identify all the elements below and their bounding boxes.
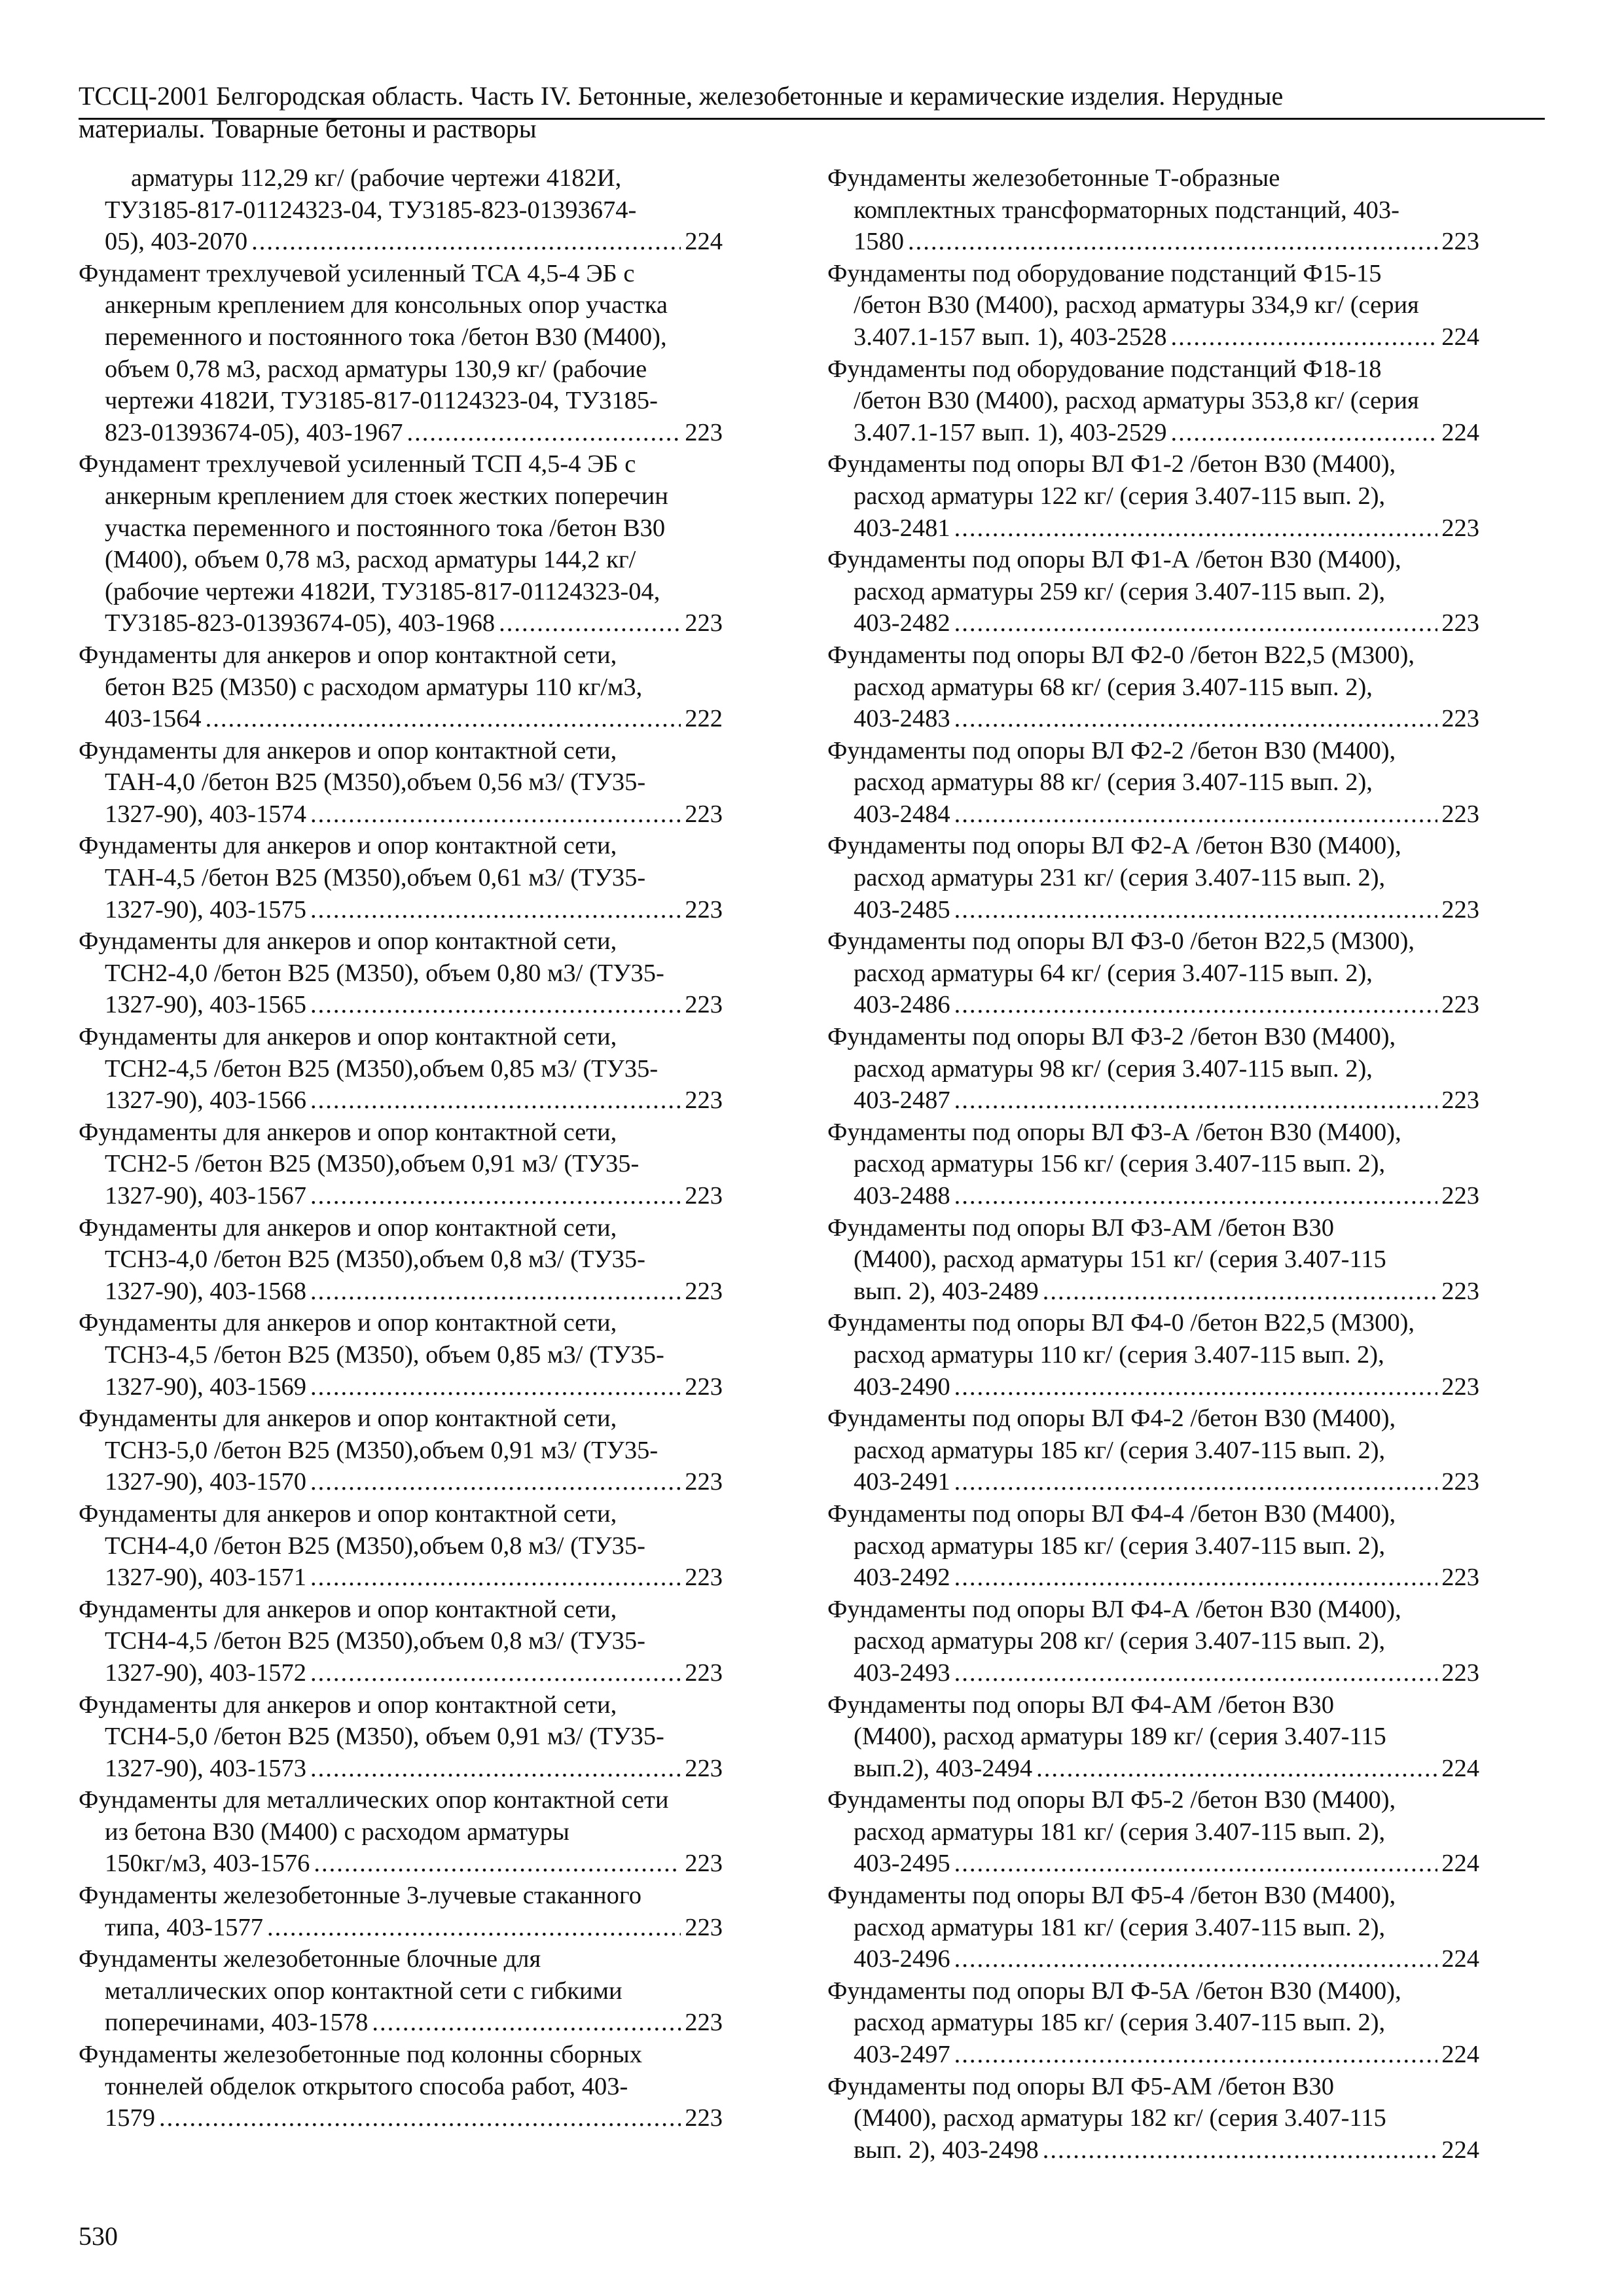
entry-text-line: ТСН4-4,0 /бетон В25 (М350),объем 0,8 м3/ (ТУ35- <box>105 1532 646 1560</box>
entry-text-line: /бетон В30 (М400), расход арматуры 334,9 кг/ (серия <box>854 291 1419 319</box>
dot-leader <box>310 1562 681 1594</box>
entry-text-line: Фундаменты под опоры ВЛ Ф4-2 /бетон В30 (М400), <box>827 1405 1396 1433</box>
dot-leader <box>310 1085 681 1117</box>
entry-code: 3.407.1-157 вып. 1), 403-2528 <box>854 323 1167 351</box>
index-entry <box>79 258 723 449</box>
entry-last-line <box>105 1085 723 1117</box>
entry-last-line <box>854 1180 1479 1212</box>
index-entry <box>827 1784 1479 1880</box>
entry-last-line <box>854 1276 1479 1308</box>
page-number: 530 <box>79 2221 118 2251</box>
entry-text-line: Фундаменты под опоры ВЛ Ф2-2 /бетон В30 (М400), <box>827 736 1396 764</box>
entry-last-line <box>854 2134 1479 2166</box>
entry-last-line <box>854 1848 1479 1880</box>
entry-text-line: Фундаменты под опоры ВЛ Ф3-2 /бетон В30 (М400), <box>827 1023 1396 1051</box>
entry-page-ref: 223 <box>685 1754 723 1782</box>
dot-leader <box>954 1371 1438 1403</box>
entry-page-ref: 223 <box>1441 1182 1479 1210</box>
dot-leader <box>954 989 1438 1021</box>
entry-page-ref: 224 <box>685 228 723 256</box>
index-entry <box>827 2071 1479 2166</box>
dot-leader <box>1036 1753 1437 1785</box>
entry-last-line <box>854 703 1479 735</box>
header-title-line-2: материалы. Товарные бетоны и растворы <box>79 114 537 143</box>
index-entry <box>827 544 1479 639</box>
entry-page-ref: 224 <box>1441 1850 1479 1878</box>
entry-text-line: (М400), объем 0,78 м3, расход арматуры 144,2 кг/ <box>105 546 636 574</box>
entry-code: 403-2481 <box>854 514 950 542</box>
entry-last-line <box>105 1276 723 1308</box>
entry-code: 3.407.1-157 вып. 1), 403-2529 <box>854 418 1167 446</box>
index-entry <box>79 925 723 1021</box>
entry-code: 1327-90), 403-1567 <box>105 1182 306 1210</box>
index-entry <box>79 1689 723 1785</box>
dot-leader <box>1043 2134 1437 2166</box>
entry-code: 1327-90), 403-1575 <box>105 895 306 924</box>
entry-text-line: арматуры 112,29 кг/ (рабочие чертежи 4182И, <box>131 164 622 192</box>
entry-last-line <box>105 703 723 735</box>
entry-last-line <box>854 1943 1479 1975</box>
index-entry <box>79 735 723 831</box>
entry-text-line: Фундаменты под опоры ВЛ Ф3-АМ /бетон В30 <box>827 1213 1335 1242</box>
dot-leader <box>954 1943 1438 1975</box>
entry-code: 403-2483 <box>854 705 950 733</box>
entry-text-line: Фундаменты для анкеров и опор контактной сети, <box>79 1309 617 1337</box>
entry-page-ref: 223 <box>685 1086 723 1115</box>
entry-last-line <box>854 989 1479 1021</box>
dot-leader <box>310 1276 681 1308</box>
index-entry <box>79 1212 723 1308</box>
entry-code: 403-2495 <box>854 1850 950 1878</box>
entry-text-line: расход арматуры 185 кг/ (серия 3.407-115 вып. 2), <box>854 1532 1386 1560</box>
entry-page-ref: 223 <box>685 1564 723 1592</box>
entry-code: вып.2), 403-2494 <box>854 1754 1033 1782</box>
index-entry <box>827 1594 1479 1689</box>
dot-leader <box>954 1180 1438 1212</box>
entry-code: 403-2484 <box>854 800 950 828</box>
entry-last-line <box>854 798 1479 831</box>
entry-text-line: ТСН2-5 /бетон В25 (М350),объем 0,91 м3/ (ТУ35- <box>105 1150 640 1178</box>
index-entry <box>827 1975 1479 2071</box>
dot-leader <box>310 1466 681 1498</box>
entry-text-line: Фундаменты железобетонные под колонны сборных <box>79 2041 643 2069</box>
dot-leader <box>1171 321 1438 353</box>
entry-text-line: Фундаменты для анкеров и опор контактной сети, <box>79 1405 617 1433</box>
entry-text-line: анкерным креплением для консольных опор участка <box>105 291 668 319</box>
entry-text-line: расход арматуры 181 кг/ (серия 3.407-115 вып. 2), <box>854 1913 1386 1941</box>
index-entry <box>79 448 723 639</box>
entry-code: 403-2493 <box>854 1659 950 1687</box>
index-entry <box>827 1117 1479 1212</box>
entry-text-line: ТАН-4,5 /бетон В25 (М350),объем 0,61 м3/ (ТУ35- <box>105 864 646 892</box>
dot-leader <box>314 1848 681 1880</box>
entry-text-line: Фундаменты для анкеров и опор контактной сети, <box>79 832 617 860</box>
entry-text-line: Фундаменты для анкеров и опор контактной сети, <box>79 1499 617 1528</box>
header-rule <box>79 118 1545 120</box>
entry-text-line: расход арматуры 208 кг/ (серия 3.407-115 вып. 2), <box>854 1627 1386 1655</box>
index-entry <box>827 353 1479 449</box>
entry-page-ref: 223 <box>1441 895 1479 924</box>
entry-text-line: /бетон В30 (М400), расход арматуры 353,8 кг/ (серия <box>854 387 1419 415</box>
entry-text-line: ТСН3-4,5 /бетон В25 (М350), объем 0,85 м3/ (ТУ35- <box>105 1340 664 1369</box>
entry-page-ref: 223 <box>685 895 723 924</box>
dot-leader <box>1171 417 1438 449</box>
index-entry <box>79 1880 723 1943</box>
entry-code: 1327-90), 403-1571 <box>105 1564 306 1592</box>
dot-leader <box>954 1562 1438 1594</box>
entry-last-line <box>854 226 1479 258</box>
entry-code: типа, 403-1577 <box>105 1913 263 1941</box>
entry-code: 1327-90), 403-1573 <box>105 1754 306 1782</box>
index-entry <box>827 830 1479 925</box>
dot-leader <box>267 1912 681 1944</box>
index-column-right <box>827 162 1479 2166</box>
dot-leader <box>310 1371 681 1403</box>
index-entry <box>827 1689 1479 1785</box>
index-entry <box>827 1307 1479 1403</box>
entry-text-line: ТСН3-5,0 /бетон В25 (М350),объем 0,91 м3/ (ТУ35- <box>105 1436 659 1464</box>
entry-text-line: (М400), расход арматуры 189 кг/ (серия 3.407-115 <box>854 1723 1386 1751</box>
entry-text-line: Фундаменты под опоры ВЛ Ф4-АМ /бетон В30 <box>827 1691 1335 1719</box>
entry-text-line: расход арматуры 181 кг/ (серия 3.407-115 вып. 2), <box>854 1818 1386 1846</box>
entry-last-line <box>105 2102 723 2134</box>
index-entry <box>827 735 1479 831</box>
entry-text-line: тоннелей обделок открытого способа работ, 403- <box>105 2072 628 2100</box>
entry-text-line: расход арматуры 122 кг/ (серия 3.407-115 вып. 2), <box>854 482 1386 510</box>
dot-leader <box>251 226 681 258</box>
entry-text-line: Фундаменты под опоры ВЛ Ф1-А /бетон В30 (М400), <box>827 546 1401 574</box>
dot-leader <box>1043 1276 1437 1308</box>
entry-text-line: Фундаменты для анкеров и опор контактной сети, <box>79 1213 617 1242</box>
entry-page-ref: 224 <box>1441 2136 1479 2164</box>
entry-text-line: Фундаменты под опоры ВЛ Ф5-2 /бетон В30 (М400), <box>827 1786 1396 1814</box>
entry-code: 05), 403-2070 <box>105 228 248 256</box>
dot-leader <box>310 989 681 1021</box>
entry-last-line <box>105 226 723 258</box>
dot-leader <box>954 2039 1438 2071</box>
entry-text-line: объем 0,78 м3, расход арматуры 130,9 кг/ (рабочие <box>105 355 647 383</box>
index-entry <box>827 1498 1479 1594</box>
entry-text-line: Фундаменты для анкеров и опор контактной сети, <box>79 1595 617 1623</box>
dot-leader <box>954 1466 1438 1498</box>
entry-text-line: Фундаменты под опоры ВЛ Ф3-0 /бетон В22,5 (М300), <box>827 927 1415 956</box>
entry-text-line: расход арматуры 88 кг/ (серия 3.407-115 вып. 2), <box>854 768 1373 797</box>
entry-last-line <box>854 1371 1479 1403</box>
index-entry <box>79 1784 723 1880</box>
entry-code: 1580 <box>854 228 904 256</box>
entry-text-line: (рабочие чертежи 4182И, ТУ3185-817-01124323-04, <box>105 577 660 605</box>
entry-code: 1327-90), 403-1569 <box>105 1372 306 1401</box>
index-entry <box>827 1403 1479 1498</box>
entry-last-line <box>854 1085 1479 1117</box>
entry-text-line: расход арматуры 185 кг/ (серия 3.407-115 вып. 2), <box>854 1436 1386 1464</box>
entry-code: 1579 <box>105 2104 155 2132</box>
entry-text-line: расход арматуры 98 кг/ (серия 3.407-115 вып. 2), <box>854 1054 1373 1083</box>
entry-text-line: Фундаменты под опоры ВЛ Ф-5А /бетон В30 (М400), <box>827 1977 1401 2005</box>
dot-leader <box>954 798 1438 831</box>
entry-page-ref: 223 <box>685 1372 723 1401</box>
entry-last-line <box>105 894 723 926</box>
entry-last-line <box>854 417 1479 449</box>
entry-text-line: расход арматуры 185 кг/ (серия 3.407-115 вып. 2), <box>854 2009 1386 2037</box>
index-entry <box>79 1403 723 1498</box>
entry-text-line: Фундаменты под опоры ВЛ Ф4-А /бетон В30 (М400), <box>827 1595 1401 1623</box>
dot-leader <box>310 1657 681 1689</box>
entry-page-ref: 223 <box>685 418 723 446</box>
dot-leader <box>206 703 681 735</box>
entry-text-line: металлических опор контактной сети с гибкими <box>105 1977 623 2005</box>
dot-leader <box>954 1848 1438 1880</box>
entry-page-ref: 223 <box>1441 1372 1479 1401</box>
entry-page-ref: 223 <box>1441 609 1479 637</box>
entry-last-line <box>854 894 1479 926</box>
entry-text-line: расход арматуры 231 кг/ (серия 3.407-115 вып. 2), <box>854 864 1386 892</box>
entry-text-line: Фундаменты для анкеров и опор контактной сети, <box>79 641 617 669</box>
entry-page-ref: 223 <box>685 1182 723 1210</box>
entry-last-line <box>105 1562 723 1594</box>
entry-text-line: Фундаменты под оборудование подстанций Ф18-18 <box>827 355 1382 383</box>
entry-page-ref: 223 <box>1441 705 1479 733</box>
entry-text-line: ТСН3-4,0 /бетон В25 (М350),объем 0,8 м3/ (ТУ35- <box>105 1246 646 1274</box>
entry-text-line: из бетона В30 (М400) с расходом арматуры <box>105 1818 569 1846</box>
entry-code: 150кг/м3, 403-1576 <box>105 1850 310 1878</box>
index-entry <box>79 1117 723 1212</box>
index-entry <box>79 1498 723 1594</box>
dot-leader <box>407 417 681 449</box>
entry-text-line: комплектных трансформаторных подстанций, 403- <box>854 196 1399 224</box>
entry-last-line <box>105 1466 723 1498</box>
entry-code: вып. 2), 403-2489 <box>854 1277 1039 1305</box>
entry-text-line: Фундаменты железобетонные блочные для <box>79 1945 541 1973</box>
entry-text-line: Фундамент трехлучевой усиленный ТСА 4,5-4 ЭБ с <box>79 259 635 287</box>
dot-leader <box>310 1180 681 1212</box>
entry-last-line <box>105 1912 723 1944</box>
dot-leader <box>310 894 681 926</box>
entry-last-line <box>105 2007 723 2039</box>
dot-leader <box>954 607 1438 639</box>
entry-text-line: Фундаменты под опоры ВЛ Ф5-4 /бетон В30 (М400), <box>827 1882 1396 1910</box>
index-entry <box>79 1943 723 2039</box>
entry-page-ref: 223 <box>685 609 723 637</box>
entry-text-line: Фундаменты железобетонные Т-образные <box>827 164 1280 192</box>
entry-last-line <box>105 607 723 639</box>
entry-text-line: ТСН4-4,5 /бетон В25 (М350),объем 0,8 м3/ (ТУ35- <box>105 1627 646 1655</box>
entry-text-line: Фундаменты под опоры ВЛ Ф5-АМ /бетон В30 <box>827 2072 1335 2100</box>
entry-last-line <box>854 512 1479 545</box>
index-entry <box>79 639 723 735</box>
index-entry <box>827 258 1479 353</box>
entry-text-line: бетон В25 (М350) с расходом арматуры 110 кг/м3, <box>105 673 643 701</box>
dot-leader <box>954 1657 1438 1689</box>
index-entry <box>827 1021 1479 1117</box>
entry-code: вып. 2), 403-2498 <box>854 2136 1039 2164</box>
dot-leader <box>310 1753 681 1785</box>
entry-code: 403-2492 <box>854 1564 950 1592</box>
dot-leader <box>908 226 1437 258</box>
entry-page-ref: 223 <box>685 1850 723 1878</box>
entry-code: 1327-90), 403-1574 <box>105 800 306 828</box>
entry-page-ref: 223 <box>1441 800 1479 828</box>
entry-text-line: Фундаменты для анкеров и опор контактной сети, <box>79 736 617 764</box>
entry-text-line: Фундаменты под оборудование подстанций Ф15-15 <box>827 259 1382 287</box>
entry-code: 403-2485 <box>854 895 950 924</box>
index-entry <box>827 162 1479 258</box>
entry-text-line: Фундаменты под опоры ВЛ Ф4-4 /бетон В30 (М400), <box>827 1499 1396 1528</box>
entry-text-line: чертежи 4182И, ТУ3185-817-01124323-04, ТУ3185- <box>105 387 658 415</box>
entry-last-line <box>105 1848 723 1880</box>
entry-page-ref: 223 <box>1441 1468 1479 1496</box>
entry-page-ref: 224 <box>1441 1754 1479 1782</box>
dot-leader <box>954 894 1438 926</box>
entry-code: 1327-90), 403-1572 <box>105 1659 306 1687</box>
dot-leader <box>954 512 1438 545</box>
index-entry <box>79 162 723 258</box>
entry-code: поперечинами, 403-1578 <box>105 2009 369 2037</box>
entry-code: 403-2496 <box>854 1945 950 1973</box>
entry-text-line: расход арматуры 156 кг/ (серия 3.407-115 вып. 2), <box>854 1150 1386 1178</box>
index-entry <box>827 639 1479 735</box>
entry-code: 1327-90), 403-1565 <box>105 991 306 1019</box>
index-entry <box>827 1880 1479 1975</box>
index-entry <box>827 925 1479 1021</box>
entry-last-line <box>105 417 723 449</box>
entry-text-line: ТСН2-4,5 /бетон В25 (М350),объем 0,85 м3/ (ТУ35- <box>105 1054 659 1083</box>
entry-code: 1327-90), 403-1566 <box>105 1086 306 1115</box>
entry-page-ref: 223 <box>685 1277 723 1305</box>
entry-text-line: Фундаменты под опоры ВЛ Ф1-2 /бетон В30 (М400), <box>827 450 1396 478</box>
entry-page-ref: 223 <box>685 2009 723 2037</box>
entry-page-ref: 224 <box>1441 323 1479 351</box>
entry-page-ref: 223 <box>685 1468 723 1496</box>
entry-code: ТУ3185-823-01393674-05), 403-1968 <box>105 609 496 637</box>
entry-code: 403-2491 <box>854 1468 950 1496</box>
entry-text-line: переменного и постоянного тока /бетон В30 (М400), <box>105 323 667 351</box>
entry-page-ref: 224 <box>1441 1945 1479 1973</box>
entry-page-ref: 223 <box>685 800 723 828</box>
entry-text-line: участка переменного и постоянного тока /бетон В30 <box>105 514 666 542</box>
index-entry <box>79 1021 723 1117</box>
entry-page-ref: 223 <box>685 1659 723 1687</box>
entry-page-ref: 223 <box>1441 1086 1479 1115</box>
index-entry <box>79 830 723 925</box>
entry-text-line: расход арматуры 64 кг/ (серия 3.407-115 вып. 2), <box>854 959 1373 987</box>
entry-last-line <box>105 1657 723 1689</box>
entry-text-line: Фундаменты под опоры ВЛ Ф2-А /бетон В30 (М400), <box>827 832 1401 860</box>
dot-leader <box>499 607 681 639</box>
entry-page-ref: 223 <box>1441 1277 1479 1305</box>
index-entry <box>827 448 1479 544</box>
entry-code: 1327-90), 403-1570 <box>105 1468 306 1496</box>
entry-text-line: Фундаменты для металлических опор контактной сети <box>79 1786 669 1814</box>
entry-text-line: анкерным креплением для стоек жестких поперечин <box>105 482 668 510</box>
entry-page-ref: 223 <box>685 991 723 1019</box>
entry-code: 403-2482 <box>854 609 950 637</box>
entry-last-line <box>105 1371 723 1403</box>
entry-text-line: Фундамент трехлучевой усиленный ТСП 4,5-4 ЭБ с <box>79 450 636 478</box>
entry-text-line: Фундаменты для анкеров и опор контактной сети, <box>79 1118 617 1146</box>
entry-page-ref: 223 <box>1441 1659 1479 1687</box>
index-entry <box>79 2039 723 2134</box>
entry-last-line <box>105 989 723 1021</box>
entry-page-ref: 223 <box>1441 1564 1479 1592</box>
index-entry <box>827 1212 1479 1308</box>
header-title-line-1: ТССЦ-2001 Белгородская область. Часть IV. Бетонные, железобетонные и керамические изделия. Нерудные <box>79 81 1284 111</box>
entry-page-ref: 224 <box>1441 418 1479 446</box>
entry-last-line <box>105 1180 723 1212</box>
entry-text-line: Фундаменты для анкеров и опор контактной сети, <box>79 1023 617 1051</box>
entry-last-line <box>854 1466 1479 1498</box>
entry-text-line: Фундаменты под опоры ВЛ Ф4-0 /бетон В22,5 (М300), <box>827 1309 1415 1337</box>
entry-text-line: Фундаменты для анкеров и опор контактной сети, <box>79 927 617 956</box>
entry-text-line: Фундаменты под опоры ВЛ Ф2-0 /бетон В22,5 (М300), <box>827 641 1415 669</box>
entry-last-line <box>854 1657 1479 1689</box>
entry-code: 403-2487 <box>854 1086 950 1115</box>
dot-leader <box>310 798 681 831</box>
entry-text-line: (М400), расход арматуры 182 кг/ (серия 3.407-115 <box>854 2104 1386 2132</box>
dot-leader <box>372 2007 681 2039</box>
entry-text-line: Фундаменты под опоры ВЛ Ф3-А /бетон В30 (М400), <box>827 1118 1401 1146</box>
dot-leader <box>954 703 1438 735</box>
entry-page-ref: 222 <box>685 705 723 733</box>
entry-text-line: Фундаменты для анкеров и опор контактной сети, <box>79 1691 617 1719</box>
entry-text-line: (М400), расход арматуры 151 кг/ (серия 3.407-115 <box>854 1246 1386 1274</box>
entry-last-line <box>854 1562 1479 1594</box>
entry-code: 403-2488 <box>854 1182 950 1210</box>
entry-code: 823-01393674-05), 403-1967 <box>105 418 403 446</box>
dot-leader <box>954 1085 1438 1117</box>
entry-text-line: расход арматуры 68 кг/ (серия 3.407-115 вып. 2), <box>854 673 1373 701</box>
entry-page-ref: 223 <box>685 1913 723 1941</box>
entry-text-line: расход арматуры 110 кг/ (серия 3.407-115 вып. 2), <box>854 1340 1384 1369</box>
entry-last-line <box>854 2039 1479 2071</box>
entry-code: 403-2486 <box>854 991 950 1019</box>
entry-page-ref: 223 <box>1441 228 1479 256</box>
entry-last-line <box>854 321 1479 353</box>
entry-last-line <box>105 798 723 831</box>
entry-page-ref: 223 <box>1441 514 1479 542</box>
entry-last-line <box>854 1753 1479 1785</box>
entry-text-line: ТСН2-4,0 /бетон В25 (М350), объем 0,80 м3/ (ТУ35- <box>105 959 664 987</box>
entry-text-line: ТСН4-5,0 /бетон В25 (М350), объем 0,91 м3/ (ТУ35- <box>105 1723 664 1751</box>
entry-last-line <box>105 1753 723 1785</box>
entry-code: 1327-90), 403-1568 <box>105 1277 306 1305</box>
entry-code: 403-1564 <box>105 705 202 733</box>
index-entry <box>79 1307 723 1403</box>
entry-code: 403-2497 <box>854 2041 950 2069</box>
entry-page-ref: 223 <box>1441 991 1479 1019</box>
entry-text-line: ТУ3185-817-01124323-04, ТУ3185-823-01393674- <box>105 196 637 224</box>
entry-code: 403-2490 <box>854 1372 950 1401</box>
index-column-left <box>79 162 723 2134</box>
entry-text-line: Фундаменты железобетонные 3-лучевые стаканного <box>79 1882 641 1910</box>
running-header <box>79 80 1571 145</box>
entry-page-ref: 223 <box>685 2104 723 2132</box>
entry-last-line <box>854 607 1479 639</box>
entry-text-line: ТАН-4,0 /бетон В25 (М350),объем 0,56 м3/ (ТУ35- <box>105 768 646 797</box>
dot-leader <box>159 2102 681 2134</box>
index-entry <box>79 1594 723 1689</box>
entry-page-ref: 224 <box>1441 2041 1479 2069</box>
entry-text-line: расход арматуры 259 кг/ (серия 3.407-115 вып. 2), <box>854 577 1386 605</box>
